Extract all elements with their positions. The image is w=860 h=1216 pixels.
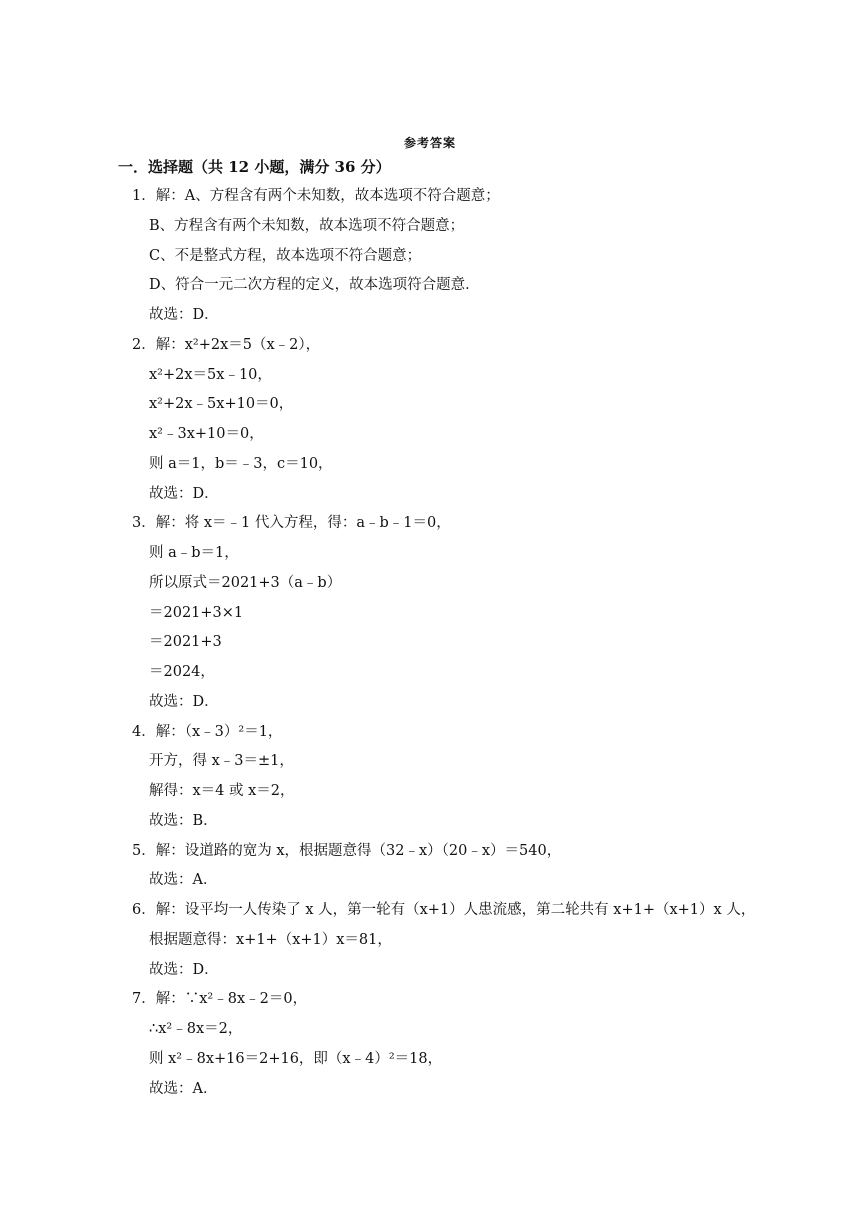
question-answer-line: 3．解：将 x＝﹣1 代入方程，得：a﹣b﹣1＝0， bbox=[132, 515, 451, 532]
page-title: 参考答案 bbox=[403, 136, 456, 150]
solution-step-line: 则 a＝1，b＝﹣3，c＝10， bbox=[149, 455, 333, 472]
solution-step-line: B、方程含有两个未知数，故本选项不符合题意； bbox=[149, 217, 465, 234]
solution-step-line: 故选：B． bbox=[149, 812, 218, 829]
solution-step-line: 故选：A． bbox=[149, 872, 218, 889]
solution-step-line: 则 a﹣b＝1， bbox=[149, 545, 239, 561]
solution-step-line: ＝2024， bbox=[149, 664, 215, 680]
solution-step-line: 根据题意得：x+1+（x+1）x＝81， bbox=[149, 931, 392, 948]
solution-step-line: x²+2x＝5x﹣10， bbox=[149, 366, 272, 383]
question-answer-line: 1．解：A、方程含有两个未知数，故本选项不符合题意； bbox=[132, 188, 500, 204]
solution-step-line: ＝2021+3×1 bbox=[149, 604, 244, 621]
solution-step-line: D、符合一元二次方程的定义，故本选项符合题意． bbox=[149, 277, 480, 294]
solution-step-line: 所以原式＝2021+3（a﹣b） bbox=[149, 574, 342, 591]
solution-step-line: x²﹣3x+10＝0， bbox=[149, 426, 264, 442]
question-answer-line: 7．解：∵x²﹣8x﹣2＝0， bbox=[132, 991, 308, 1008]
solution-step-line: 故选：A． bbox=[149, 1080, 218, 1097]
question-answer-line: 4．解：（x﹣3）²＝1， bbox=[132, 723, 283, 740]
solution-step-line: ∴x²﹣8x＝2， bbox=[149, 1021, 243, 1037]
solution-step-line: 故选：D． bbox=[149, 961, 219, 978]
question-answer-line: 6．解：设平均一人传染了 x 人，第一轮有（x+1）人患流感，第二轮共有 x+1+（x+1）x 人， bbox=[132, 902, 756, 918]
solution-step-line: 故选：D． bbox=[149, 693, 219, 710]
question-answer-line: 5．解：设道路的宽为 x，根据题意得（32﹣x）（20﹣x）＝540， bbox=[132, 842, 562, 859]
solution-step-line: 解得：x＝4 或 x＝2， bbox=[149, 783, 295, 799]
solution-step-line: x²+2x﹣5x+10＝0， bbox=[149, 396, 294, 413]
solution-step-line: 故选：D． bbox=[149, 307, 219, 323]
section-header: 一．选择题（共 12 小题，满分 36 分） bbox=[118, 158, 391, 176]
question-answer-line: 2．解：x²+2x＝5（x﹣2）， bbox=[132, 336, 321, 353]
solution-step-line: C、不是整式方程，故本选项不符合题意； bbox=[149, 247, 422, 264]
solution-step-line: 故选：D． bbox=[149, 485, 219, 502]
solution-step-line: ＝2021+3 bbox=[149, 634, 222, 651]
solution-step-line: 开方，得 x﹣3＝±1， bbox=[149, 753, 294, 770]
solution-step-line: 则 x²﹣8x+16＝2+16，即（x﹣4）²＝18， bbox=[149, 1050, 443, 1067]
